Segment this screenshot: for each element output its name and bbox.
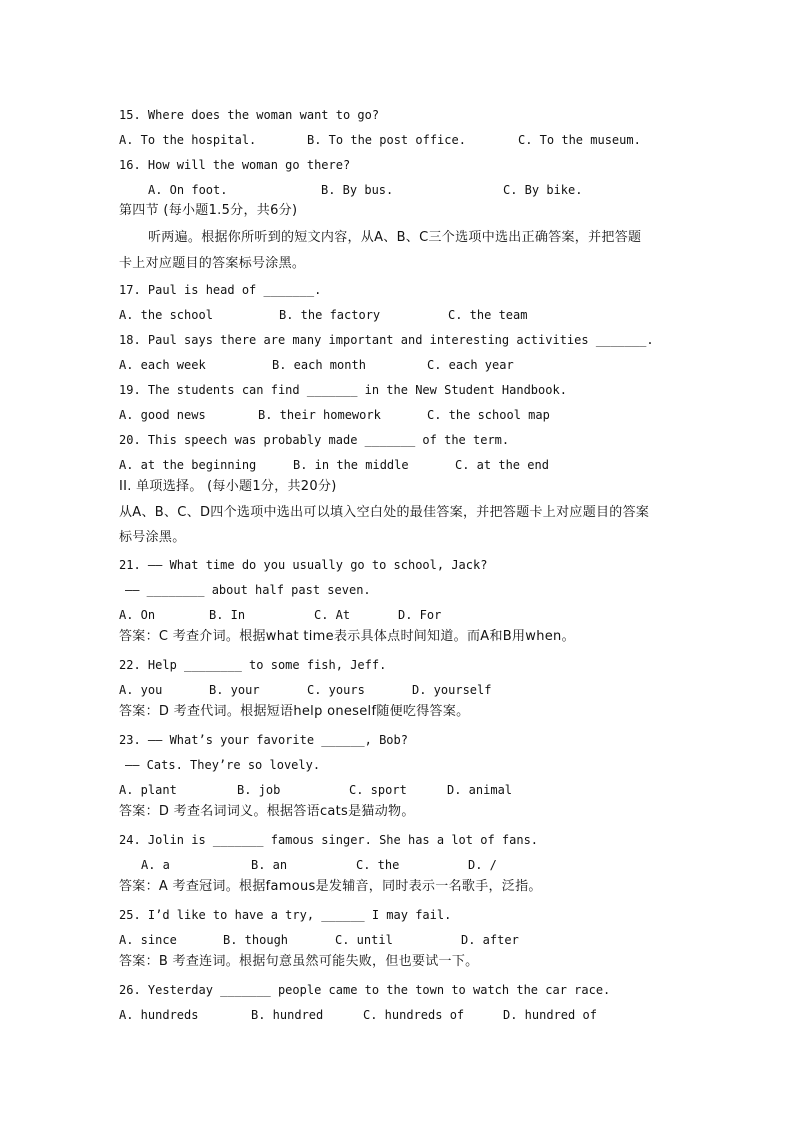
q23-option-c: C. sport — [349, 783, 407, 797]
q22-option-d: D. yourself — [412, 683, 492, 697]
q18-option-a: A. each week — [119, 358, 206, 372]
question-21-stem: 21. —— What time do you usually go to school, Jack? — [119, 558, 488, 572]
q17-option-b: B. the factory — [279, 308, 381, 322]
q21-option-d: D. For — [398, 608, 442, 622]
q26-option-a: A. hundreds — [119, 1008, 199, 1022]
q18-option-b: B. each month — [272, 358, 366, 372]
q16-option-a: A. On foot. — [148, 183, 228, 197]
question-24-stem: 24. Jolin is _______ famous singer. She has a lot of fans. — [119, 833, 539, 847]
q23-option-d: D. animal — [447, 783, 513, 797]
question-18-stem: 18. Paul says there are many important and interesting activities _______. — [119, 333, 654, 347]
q20-option-b: B. in the middle — [293, 458, 409, 472]
section-4-instructions-line2: 卡上对应题目的答案标号涂黑。 — [119, 256, 306, 271]
q26-option-c: C. hundreds of — [363, 1008, 465, 1022]
q16-option-c: C. By bike. — [503, 183, 583, 197]
q21-option-c: C. At — [314, 608, 351, 622]
q18-option-c: C. each year — [427, 358, 514, 372]
q24-answer: 答案：A 考查冠词。根据famous是发辅音，同时表示一名歌手，泛指。 — [119, 879, 542, 894]
question-19-stem: 19. The students can find _______ in the New Student Handbook. — [119, 383, 567, 397]
q24-option-d: D. / — [468, 858, 497, 872]
q23-option-b: B. job — [237, 783, 281, 797]
q26-option-d: D. hundred of — [503, 1008, 597, 1022]
q17-option-a: A. the school — [119, 308, 213, 322]
question-22-stem: 22. Help ________ to some fish, Jeff. — [119, 658, 387, 672]
q24-option-a: A. a — [141, 858, 170, 872]
question-26-stem: 26. Yesterday _______ people came to the town to watch the car race. — [119, 983, 611, 997]
question-23-stem: 23. —— What’s your favorite ______, Bob? — [119, 733, 408, 747]
q19-option-c: C. the school map — [427, 408, 550, 422]
q15-option-a: A. To the hospital. — [119, 133, 257, 147]
q20-option-a: A. at the beginning — [119, 458, 257, 472]
q25-option-c: C. until — [335, 933, 393, 947]
q22-answer: 答案：D 考查代词。根据短语help oneself随便吃得答案。 — [119, 704, 470, 719]
q22-option-b: B. your — [209, 683, 260, 697]
q22-option-a: A. you — [119, 683, 163, 697]
q24-option-c: C. the — [356, 858, 400, 872]
section-4-instructions-line1: 听两遍。根据你所听到的短文内容，从A、B、C三个选项中选出正确答案，并把答题 — [148, 230, 642, 245]
q23-answer: 答案：D 考查名词词义。根据答语cats是猫动物。 — [119, 804, 415, 819]
q19-option-b: B. their homework — [258, 408, 381, 422]
q25-option-a: A. since — [119, 933, 177, 947]
q23-reply: —— Cats. They’re so lovely. — [125, 758, 321, 772]
q21-option-a: A. On — [119, 608, 156, 622]
question-16-stem: 16. How will the woman go there? — [119, 158, 351, 172]
section-4-title: 第四节 (每小题1.5分，共6分) — [119, 203, 298, 218]
part-2-instructions-line1: 从A、B、C、D四个选项中选出可以填入空白处的最佳答案，并把答题卡上对应题目的答案 — [119, 505, 650, 520]
part-2-instructions-line2: 标号涂黑。 — [119, 530, 186, 545]
question-25-stem: 25. I’d like to have a try, ______ I may fail. — [119, 908, 452, 922]
question-17-stem: 17. Paul is head of _______. — [119, 283, 322, 297]
q21-reply: —— ________ about half past seven. — [125, 583, 371, 597]
question-20-stem: 20. This speech was probably made _______ of the term. — [119, 433, 510, 447]
q20-option-c: C. at the end — [455, 458, 549, 472]
q19-option-a: A. good news — [119, 408, 206, 422]
q24-option-b: B. an — [251, 858, 288, 872]
question-15-stem: 15. Where does the woman want to go? — [119, 108, 380, 122]
q16-option-b: B. By bus. — [321, 183, 394, 197]
q21-answer: 答案：C 考查介词。根据what time表示具体点时间知道。而A和B用when。 — [119, 629, 575, 644]
q21-option-b: B. In — [209, 608, 246, 622]
q15-option-c: C. To the museum. — [518, 133, 641, 147]
q26-option-b: B. hundred — [251, 1008, 324, 1022]
part-2-title: II. 单项选择。 (每小题1分，共20分) — [119, 479, 337, 494]
q22-option-c: C. yours — [307, 683, 365, 697]
q25-option-b: B. though — [223, 933, 289, 947]
q15-option-b: B. To the post office. — [307, 133, 466, 147]
q17-option-c: C. the team — [448, 308, 528, 322]
q25-answer: 答案：B 考查连词。根据句意虽然可能失败，但也要试一下。 — [119, 954, 479, 969]
q25-option-d: D. after — [461, 933, 519, 947]
q23-option-a: A. plant — [119, 783, 177, 797]
